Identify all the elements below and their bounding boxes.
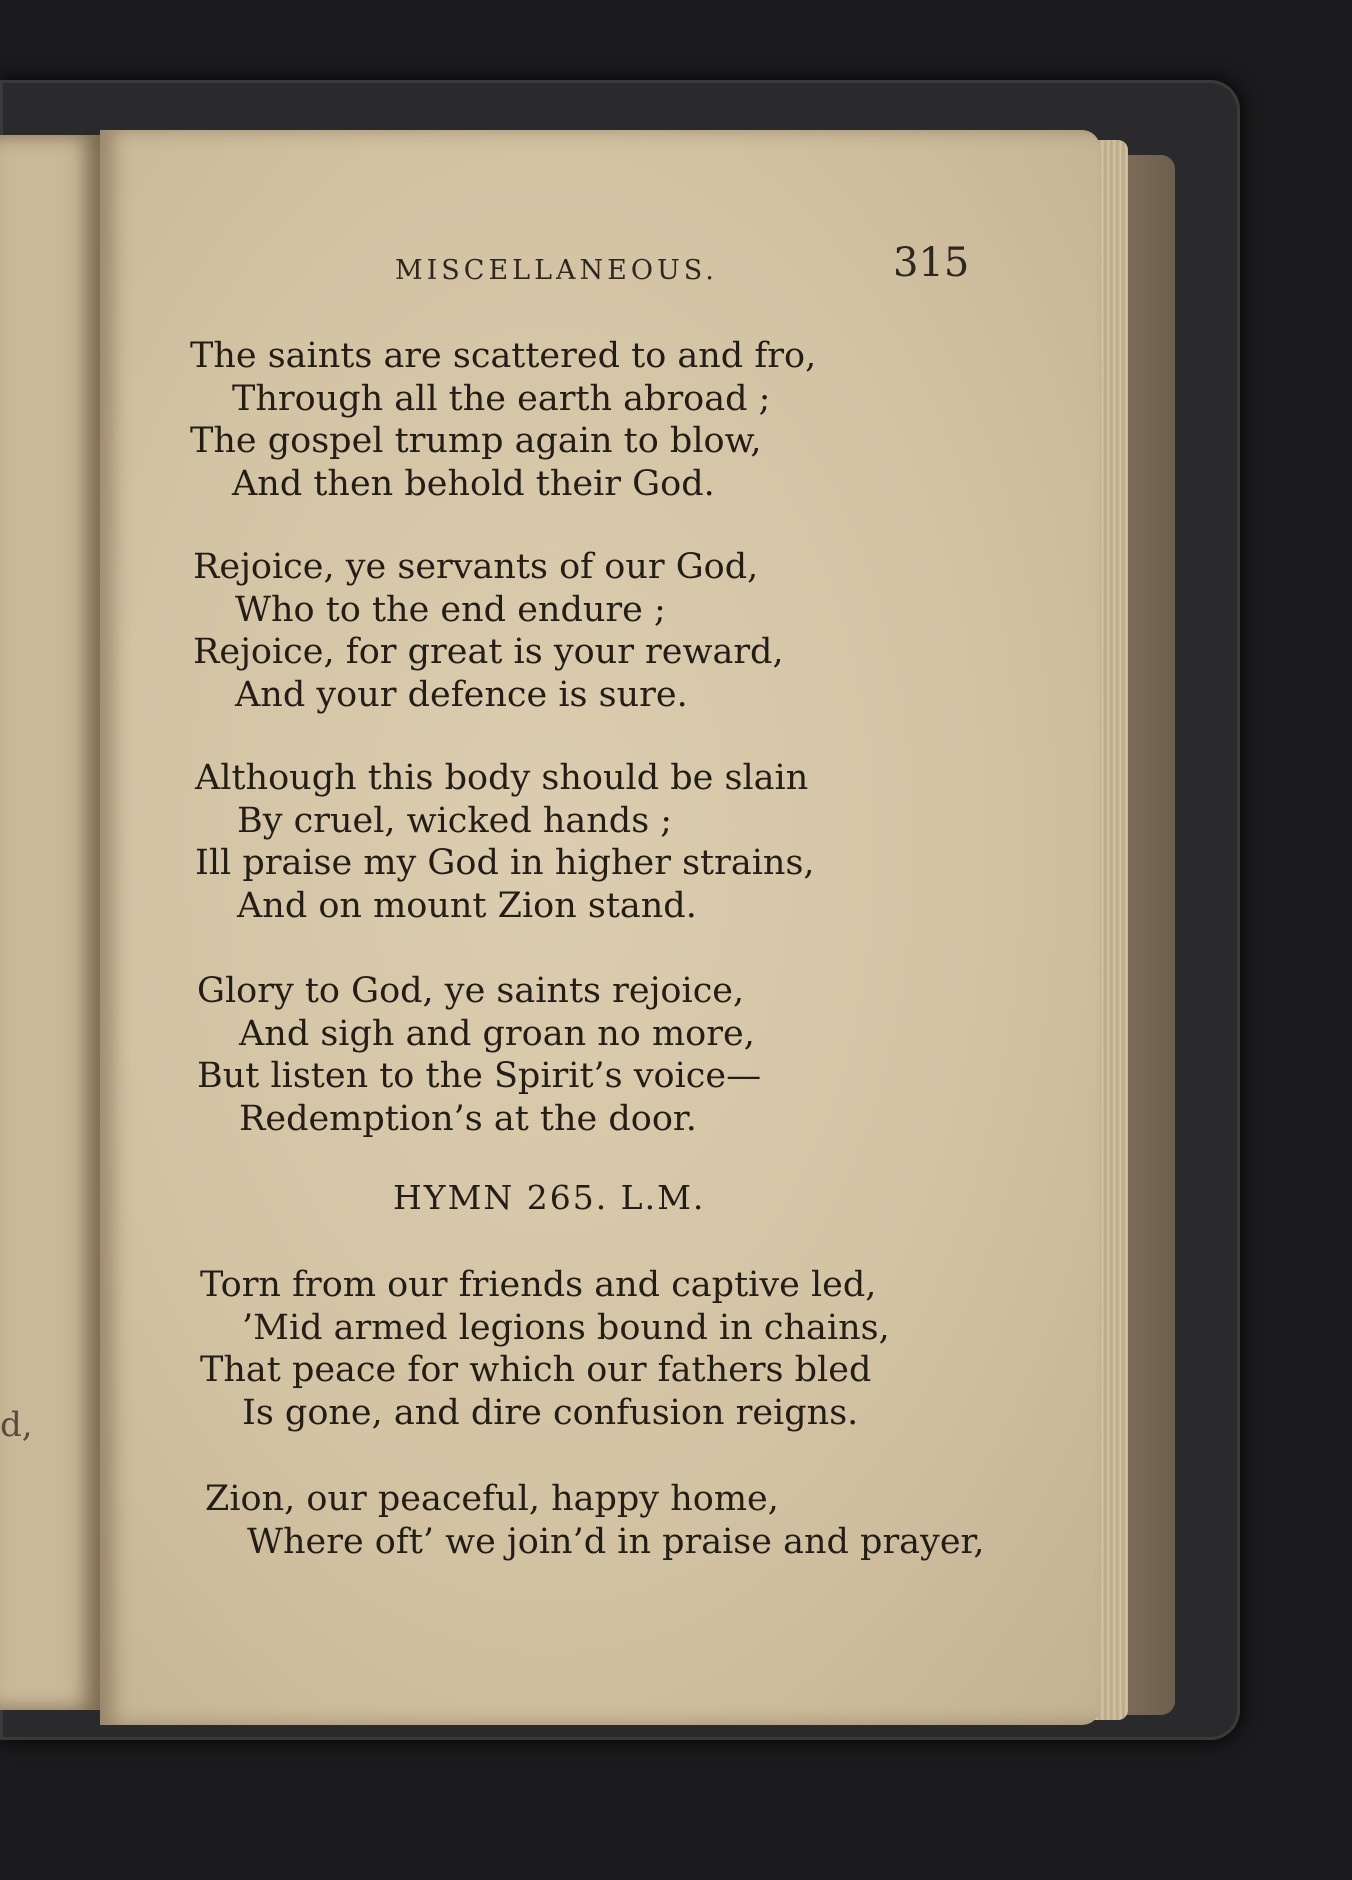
left-page [0,135,100,1710]
stanza [195,757,815,927]
verse-line: Who to the end endure ; [235,589,666,630]
verse-line: And sigh and groan no more, [239,1013,755,1054]
running-header: MISCELLANEOUS. [395,255,718,286]
verse-line: Rejoice, for great is your reward, [193,632,784,672]
verse-line: Through all the earth abroad ; [232,378,771,419]
verse-line: Redemption’s at the door. [239,1098,697,1139]
verse-line: But listen to the Spirit’s voice— [197,1056,762,1096]
verse-line: Ill praise my God in higher strains, [195,843,815,883]
verse-line: The saints are scattered to and fro, [190,336,817,376]
verse-line: That peace for which our fathers bled [200,1350,872,1390]
stanza [197,970,761,1140]
verse-line: Although this body should be slain [195,758,809,798]
stanza [190,335,816,505]
verse-line: And then behold their God. [232,463,715,504]
verse-line: And on mount Zion stand. [237,885,697,926]
verse-line: Is gone, and dire confusion reigns. [242,1392,859,1433]
verse-line: Glory to God, ye saints rejoice, [197,971,745,1011]
hymn-heading: HYMN 265. L.M. [393,1178,706,1217]
verse-line: Zion, our peaceful, happy home, [205,1479,779,1519]
verse-line: Rejoice, ye servants of our God, [193,547,759,587]
stanza [205,1478,985,1563]
stanza [193,546,784,716]
verse-line: Torn from our friends and captive led, [200,1265,877,1305]
left-page-fragment: d, [0,1405,33,1445]
page-number: 315 [893,240,970,286]
verse-line: The gospel trump again to blow, [190,421,762,461]
verse-line: ’Mid armed legions bound in chains, [242,1307,890,1348]
verse-line: And your defence is sure. [235,674,688,715]
verse-line: By cruel, wicked hands ; [237,800,673,841]
stanza [200,1264,890,1434]
verse-line: Where oft’ we join’d in praise and prayer, [247,1521,985,1562]
